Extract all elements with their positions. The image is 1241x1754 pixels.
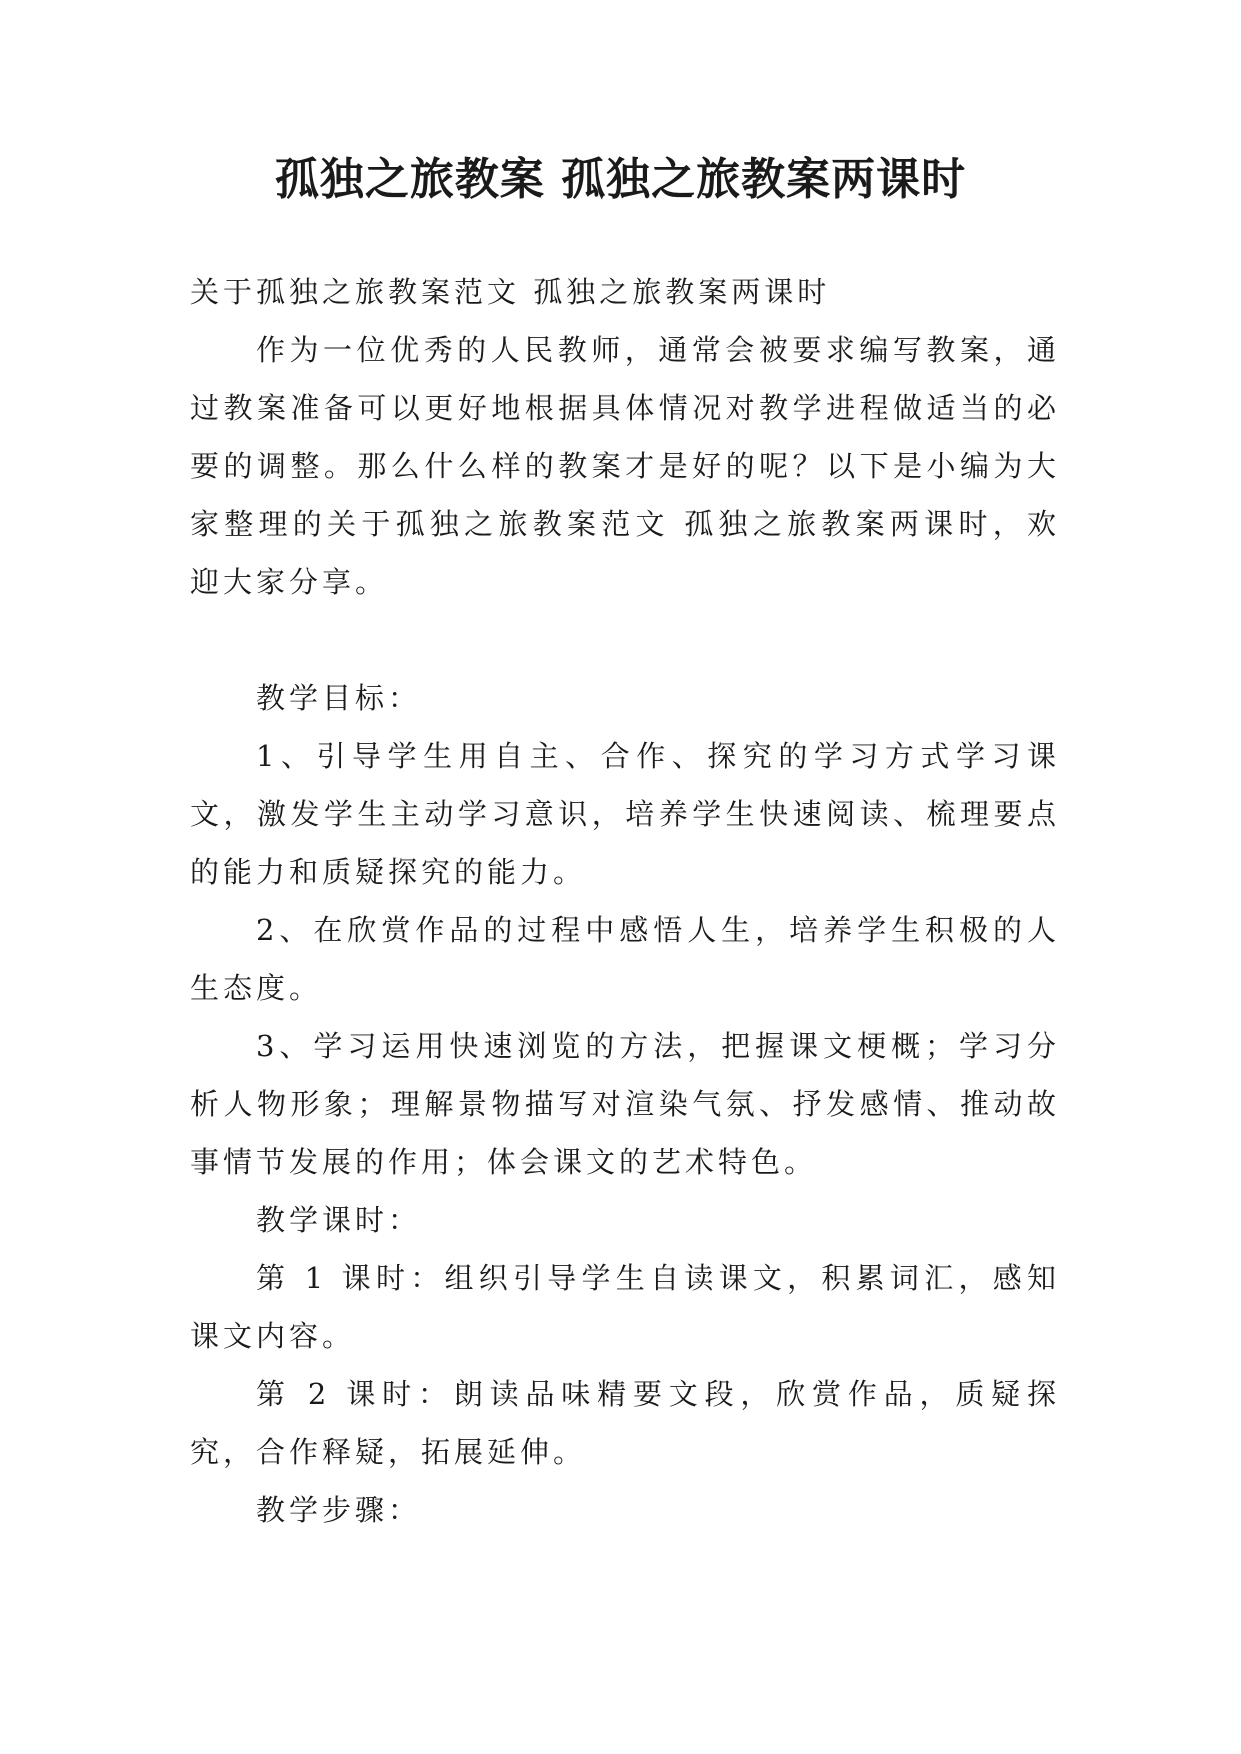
subtitle-paragraph: 关于孤独之旅教案范文 孤独之旅教案两课时 (190, 275, 831, 309)
goal-item-3: 3、学习运用快速浏览的方法，把握课文梗概；学习分析人物形象；理解景物描写对渲染气氛、抒发感情、推动故事情节发展的作用；体会课文的艺术特色。 (190, 1029, 1060, 1179)
document-body (190, 263, 1060, 1539)
period-item-2: 第 2 课时：朗读品味精要文段，欣赏作品，质疑探究，合作释疑，拓展延伸。 (190, 1377, 1060, 1469)
section-heading-periods: 教学课时： (256, 1203, 422, 1237)
section-heading-goals: 教学目标： (256, 681, 422, 715)
intro-paragraph: 作为一位优秀的人民教师，通常会被要求编写教案，通过教案准备可以更好地根据具体情况对教学进程做适当的必要的调整。那么什么样的教案才是好的呢？以下是小编为大家整理的关于孤独之旅教案范文 孤独之旅教案两课时，欢迎大家分享。 (190, 333, 1060, 599)
period-item-1: 第 1 课时：组织引导学生自读课文，积累词汇，感知课文内容。 (190, 1261, 1060, 1353)
goal-item-2: 2、在欣赏作品的过程中感悟人生，培养学生积极的人生态度。 (190, 913, 1060, 1005)
section-heading-steps: 教学步骤： (256, 1493, 422, 1527)
goal-item-1: 1、引导学生用自主、合作、探究的学习方式学习课文，激发学生主动学习意识，培养学生快速阅读、梳理要点的能力和质疑探究的能力。 (190, 739, 1060, 889)
paragraph-spacer (190, 611, 1060, 669)
document-title: 孤独之旅教案 孤独之旅教案两课时 (274, 154, 967, 205)
